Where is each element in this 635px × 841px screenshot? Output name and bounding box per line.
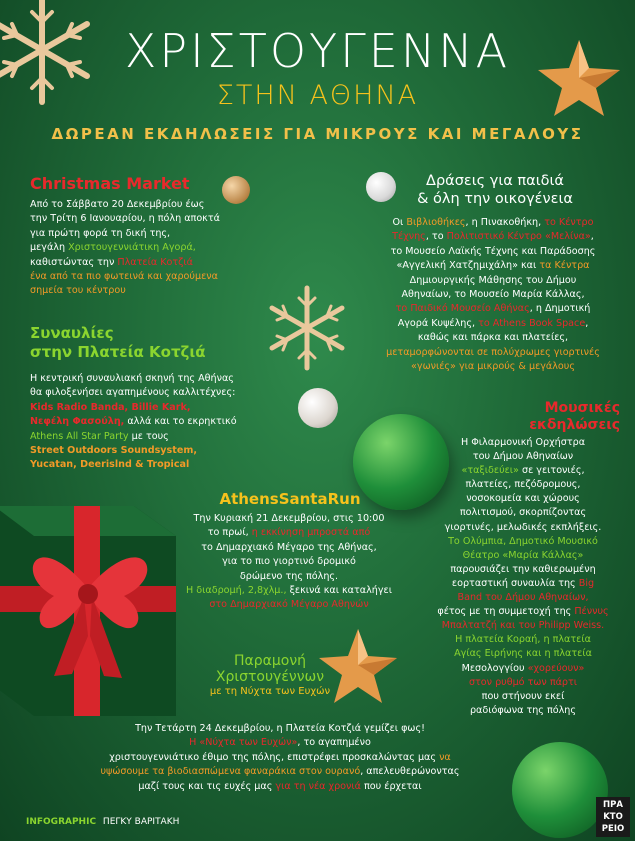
music-text: Η Φιλαρμονική Ορχήστρα του Δήμου Αθηναίων «ταξιδεύει» σε γειτονιές, πλατείες, πεζόδρομους, νοσοκομεία και χώρους πολιτισμού, σκορπίζοντας γιορτινές, μελωδικές εκπλήξεις. Το Ολύμπια, Δημοτικό Μουσικό Θέατρο «Μαρία Κάλλας» παρουσιάζει την καθιερωμένη εορταστική συναυλία της Big Band του Δήμου Αθηναίων, φέτος με τη συμμετοχή της Πέννυς Μπαλτατζή και του Philipp Weiss. Η πλατεία Κοραή, η πλατεία Αγίας Ειρήνης και η πλατεία Μεσολογγίου «χορεύουν» στον ρυθμό των πάρτι που στήνουν εκεί ραδιόφωνα της πόλης [437, 437, 609, 716]
page-subtitle: ΣΤΗΝ ΑΘΗΝΑ [216, 80, 419, 111]
christmas-market-heading: Christmas Market [30, 174, 190, 193]
concerts-heading: Συναυλίες στην Πλατεία Κοτζιά [30, 324, 206, 361]
pearl-ornament [298, 388, 338, 428]
green-ornament-bottom [512, 742, 608, 838]
kids-heading: Δράσεις για παιδιά & όλη την οικογένεια [417, 173, 573, 207]
snowflake-icon [262, 283, 352, 373]
eve-heading: Παραμονή Χριστουγέννων με τη Νύχτα των Ευχών [209, 653, 331, 697]
tagline: ΔΩΡΕΑΝ ΕΚΔΗΛΩΣΕΙΣ ΓΙΑ ΜΙΚΡΟΥΣ ΚΑΙ ΜΕΓΑΛΟΥΣ [51, 125, 584, 143]
eve-text: Την Τετάρτη 24 Δεκεμβρίου, η Πλατεία Κοτζιά γεμίζει φως! Η «Νύχτα των Ευχών», το αγαπημένο χριστουγεννιάτικο έθιμο της πόλης, επιστρέφει προσκαλώντας μας να υψώσουμε τα βιοδιασπώμενα φαναράκια στον ουρανό, απελευθερώνοντας μαζί τους και τις ευχές μας για τη νέα χρονιά που έρχεται [100, 723, 460, 792]
music-heading: Μουσικές εκδηλώσεις [529, 400, 620, 433]
gift-box-icon [0, 486, 184, 726]
santarun-heading: AthensSantaRun [219, 490, 361, 508]
footer-credit: INFOGRAPHIC ΠΕΓΚΥ ΒΑΡΙΤΑΚΗ [26, 817, 180, 827]
kids-text: Οι Βιβλιοθήκες, η Πινακοθήκη, το Κέντρο Τέχνης, το Πολιτιστικό Κέντρο «Μελίνα», το Μουσείο Λαϊκής Τέχνης και Παράδοσης «Αγγελική Χατζημιχάλη» και τα Κέντρα Δημιουργικής Μάθησης του Δήμου Αθηναίων, το Μουσείο Μαρία Κάλλας, το Παιδικό Μουσείο Αθήνας, η Δημοτική Αγορά Κυψέλης, το Athens Book Space, καθώς και πάρκα και πλατείες, μεταμορφώνονται σε πολύχρωμες γιορτινές «γωνιές» για μικρούς & μεγάλους [386, 217, 600, 373]
christmas-market-text: Από το Σάββατο 20 Δεκεμβρίου έως την Τρίτη 6 Ιανουαρίου, η πόλη αποκτά για πρώτη φορά τη δική της, μεγάλη Χριστουγεννιάτικη Αγορά, καθιστώντας την Πλατεία Κοτζιά ένα από τα πιο φωτεινά και χαρούμενα σημεία του κέντρου [30, 199, 220, 297]
publisher-logo: ΠΡΑ ΚΤΟ ΡΕΙΟ [596, 797, 630, 837]
page-title: ΧΡΙΣΤΟΥΓΕΝΝΑ [124, 24, 511, 78]
concerts-text: Η κεντρική συναυλιακή σκηνή της Αθήνας θα φιλοξενήσει αγαπημένους καλλιτέχνες: Kids Radio Banda, Billie Kark, Νεφέλη Φασούλη, αλλά και το εκρηκτικό Athens All Star Party με τους Street Outdoors Soundsystem, Yucatan, Deerislnd & Tropical [30, 373, 237, 471]
santarun-text: Την Κυριακή 21 Δεκεμβρίου, στις 10:00 το πρωί, η εκκίνηση μπροστά από το Δημαρχιακό Μέγαρο της Αθήνας, για το πιο γιορτινό δρομικό δρώμενο της πόλης. Η διαδρομή, 2,8χλμ., ξεκινά και καταλήγει στο Δημαρχιακό Μέγαρο Αθηνών [186, 513, 392, 611]
